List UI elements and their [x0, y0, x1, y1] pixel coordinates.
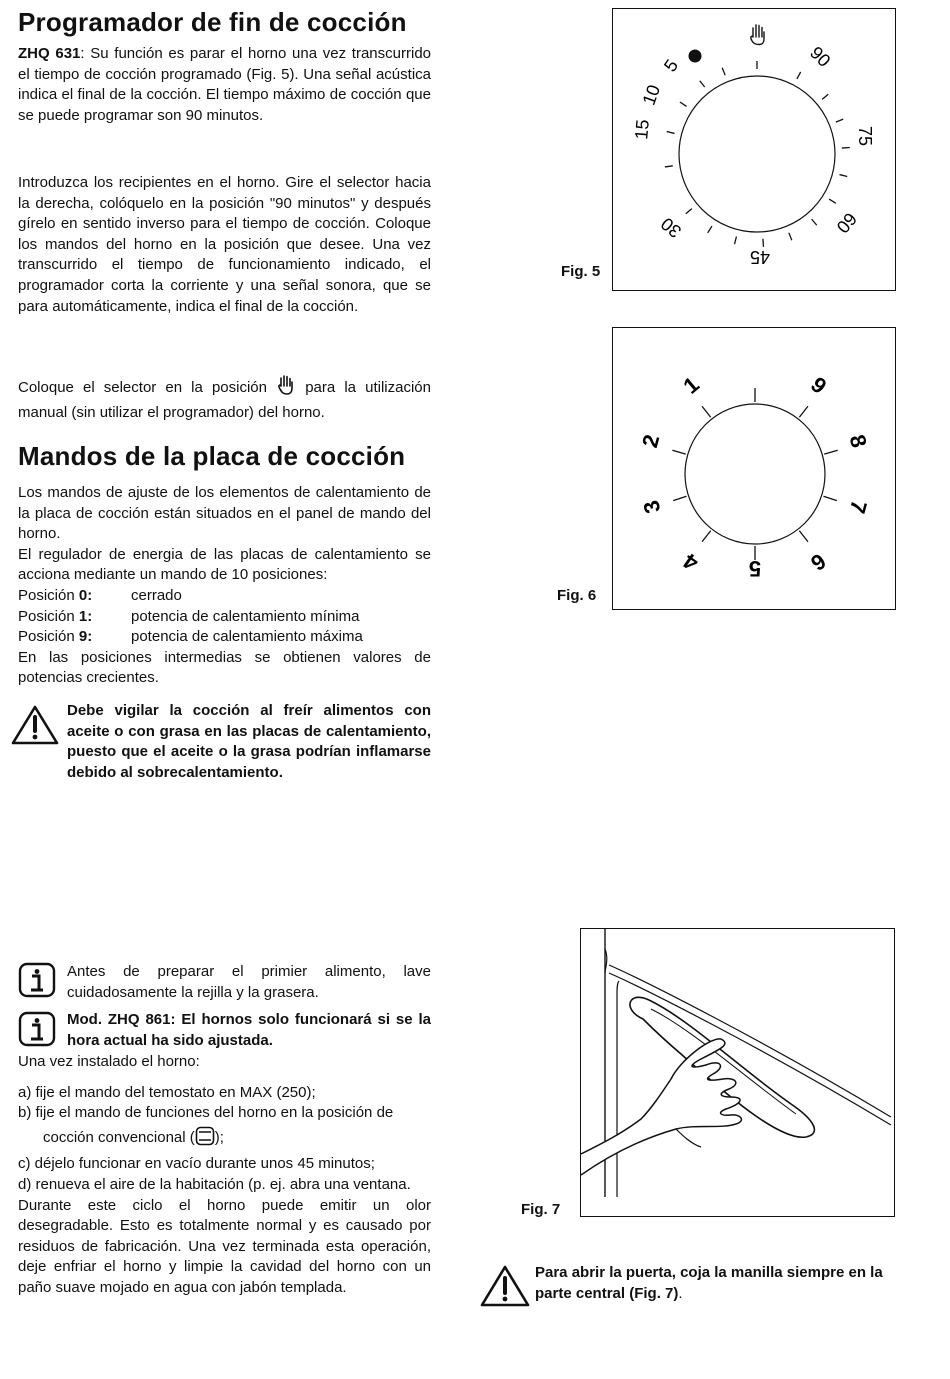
dial-mark-label: 3	[638, 497, 666, 517]
dial-mark-label: 15	[631, 118, 653, 141]
door-warning-bold: Para abrir la puerta, coja la manilla siempre en la parte central (Fig. 7)	[535, 1264, 883, 1302]
fig7-box	[580, 928, 895, 1217]
dial-tick	[708, 226, 712, 233]
position-row: Posición 0: cerrado	[18, 586, 182, 604]
dial-tick	[789, 233, 792, 240]
dial-tick	[799, 406, 808, 417]
dial-mark-label: 7	[844, 497, 872, 517]
model-code: ZHQ 631	[18, 45, 81, 62]
mandos-p3: En las posiciones intermedias se obtienen valores de potencias crecientes.	[18, 648, 431, 687]
dial-mark-label: 60	[832, 208, 861, 237]
list-item: a) fije el mando del temostato en MAX (250);	[18, 1083, 316, 1101]
dial-mark-label: 10	[638, 82, 665, 108]
dial-tick	[836, 119, 843, 122]
dial-mark-label: 75	[855, 125, 875, 147]
dial-tick	[797, 72, 801, 79]
dial-tick	[824, 450, 837, 454]
dial-tick	[799, 531, 808, 542]
dial-mark-label: 9	[806, 371, 832, 399]
dial-mark-label: 5	[748, 556, 762, 581]
mandos-p1: Los mandos de ajuste de los elementos de calentamiento de la placa de cocción están situados en el panel de mando del horno.	[18, 484, 431, 543]
dial-tick	[702, 531, 711, 542]
dial-mark-label: 90	[806, 42, 835, 71]
programador-description	[18, 44, 431, 126]
start-dot	[689, 50, 702, 63]
list-item: c) déjelo funcionar en vacío durante unos 45 minutos;	[18, 1155, 375, 1173]
dial-mark-label: 2	[637, 431, 665, 451]
dial-tick	[686, 209, 692, 214]
dial-tick	[722, 68, 725, 75]
hob-control-dial-diagram	[613, 328, 894, 608]
mandos-p2: El regulador de energia de las placas de calentamiento se acciona mediante un mando de 10 posiciones:	[18, 545, 431, 584]
manual-mode-text-2: para la utilización manual (sin utilizar el programador) del horno.	[18, 379, 431, 421]
dial-mark-label: 8	[844, 431, 872, 451]
dial-tick	[823, 496, 836, 500]
list-item: b) fije el mando de funciones del horno en la posición de	[18, 1104, 394, 1122]
dial-tick	[829, 199, 836, 203]
mandos-description	[18, 483, 431, 689]
warning-triangle-icon	[479, 1264, 531, 1308]
dial-tick	[665, 166, 673, 167]
programador-p1: : Su función es parar el horno una vez transcurrido el tiempo de cocción programado (Fig. 5). Una señal acústica indica el final de la cocción. El tiempo máximo de cocción que se puede programar son 90 minutos.	[18, 45, 431, 124]
timer-dial-diagram	[613, 9, 894, 289]
fig5-label: Fig. 5	[561, 263, 601, 280]
section-title-programador: Programador de fin de cocción	[18, 7, 407, 37]
installed-line: Una vez instalado el horno:	[18, 1053, 200, 1070]
dial-tick	[842, 148, 850, 149]
dial-tick	[673, 496, 686, 500]
dial-mark-label: 5	[660, 55, 683, 76]
door-warning-text: Para abrir la puerta, coja la manilla siempre en la parte central (Fig. 7).	[535, 1264, 883, 1302]
dial-tick	[702, 406, 711, 417]
frying-warning-text: Debe vigilar la cocción al freír alimentos con aceite o con grasa en las placas de calentamiento, puesto que el aceite o la grasa podrían inflamarse debido al sobrecalentamiento.	[67, 702, 431, 781]
programador-instructions: Introduzca los recipientes en el horno. Gire el selector hacia la derecha, colóquelo en la posición "90 minutos" y después gírelo en sentido inverso para el tiempo de cocción. Coloque los mandos del horno en la posición que desee. Una vez transcurrido el tiempo de funcionamiento indicado, el programador corta la corriente y una señal sonora, que se para automáticamente, indica el final de la cocción.	[18, 174, 431, 315]
list-item: cocción convencional ( );	[18, 1126, 431, 1153]
dial-mark-label: 6	[806, 548, 831, 576]
manual-mode-paragraph	[18, 374, 431, 423]
info-clock-set: Mod. ZHQ 861: El hornos solo funcionará si se la hora actual ha sido ajustada.	[67, 1011, 431, 1049]
conventional-cooking-icon	[195, 1126, 215, 1153]
position-row: Posición 9: potencia de calentamiento máxima	[18, 628, 363, 646]
dial-tick	[672, 450, 685, 454]
dial-tick	[763, 239, 764, 247]
installation-instructions	[18, 1052, 431, 1299]
dial-tick	[839, 175, 847, 177]
fig5-box	[612, 8, 896, 291]
dial-hand-icon	[751, 25, 764, 45]
door-handle-illustration	[581, 929, 893, 1215]
fig7-label: Fig. 7	[521, 1201, 561, 1218]
dial-tick	[735, 236, 737, 244]
warning-triangle-icon	[10, 704, 60, 746]
dial-mark-label: 45	[749, 247, 771, 267]
fig6-label: Fig. 6	[557, 587, 597, 604]
dial-mark-label: 1	[678, 371, 704, 399]
dial-mark-label: 30	[657, 213, 686, 242]
info-icon	[18, 1011, 56, 1047]
fig6-box	[612, 327, 896, 610]
position-row: Posición 1: potencia de calentamiento mínima	[18, 607, 360, 625]
info-clean-grill: Antes de preparar el primier alimento, lave cuidadosamente la rejilla y la grasera.	[67, 963, 431, 1001]
dial-tick	[680, 102, 687, 106]
manual-mode-text-1: Coloque el selector en la posición	[18, 379, 267, 396]
dial-tick	[822, 94, 828, 99]
closing-paragraph: Durante este ciclo el horno puede emitir un olor desegradable. Esto es totalmente normal y es causado por residuos de fabricación. Una vez terminada esta operación, deje enfriar el horno y limpie la cavidad del horno con un paño suave mojado en agua con jabón templada.	[18, 1196, 431, 1296]
list-item: d) renueva el aire de la habitación (p. ej. abra una ventana.	[18, 1175, 411, 1193]
dial-mark-label: 4	[678, 548, 703, 576]
hand-icon	[276, 374, 296, 403]
info-icon	[18, 962, 56, 998]
section-title-mandos: Mandos de la placa de cocción	[18, 441, 406, 471]
dial-tick	[812, 219, 817, 225]
dial-tick	[667, 132, 675, 134]
dial-tick	[700, 81, 705, 87]
